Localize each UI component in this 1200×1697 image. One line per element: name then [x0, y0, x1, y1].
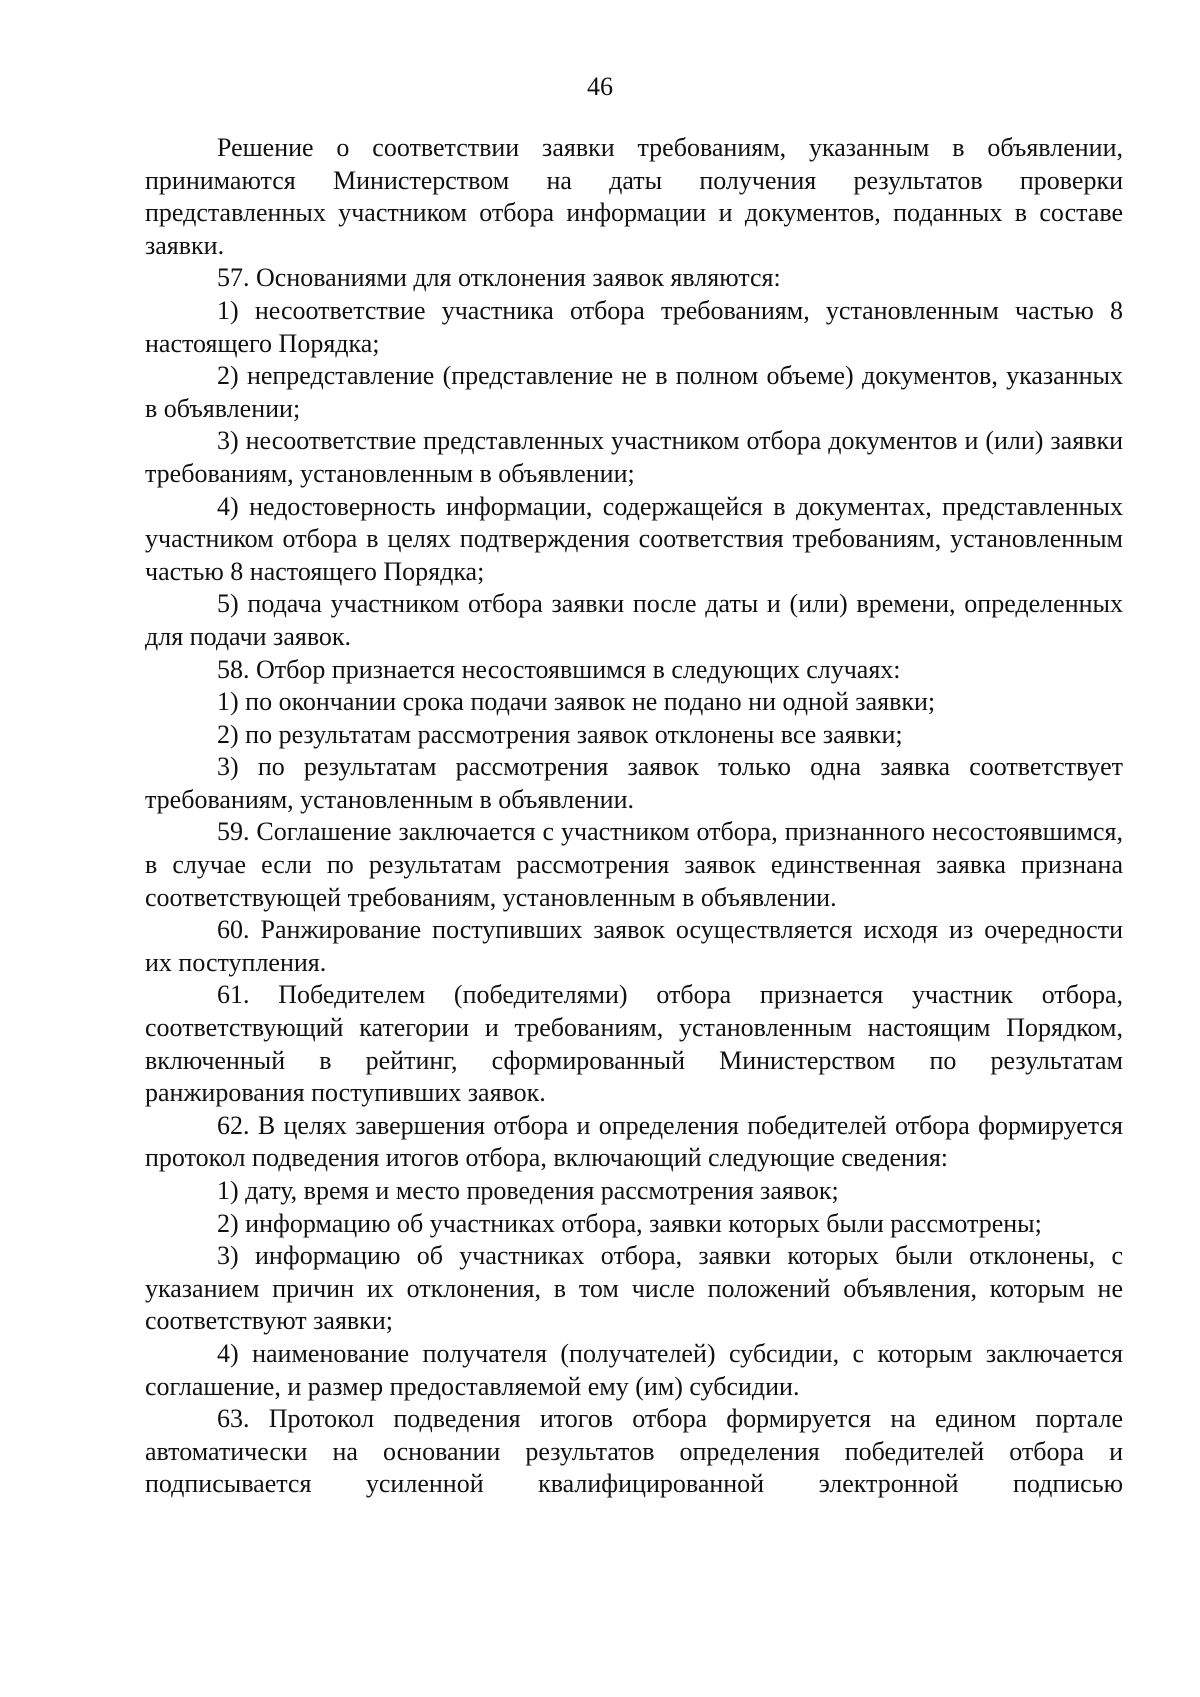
paragraph-62-item-4: 4) наименование получателя (получателей) субсидии, с которым заключается соглашение, и размер предоставляемой ему (им) субсидии. [145, 1338, 1123, 1401]
paragraph-58-item-3: 3) по результатам рассмотрения заявок только одна заявка соответствует требованиям, установленным в объявлении. [145, 752, 1123, 814]
paragraph-57-item-2: 2) непредставление (представление не в полном объеме) документов, указанных в объявлении; [145, 361, 1123, 423]
paragraph-62-item-1: 1) дату, время и место проведения рассмотрения заявок; [217, 1176, 839, 1205]
paragraph-62-item-3: 3) информацию об участниках отбора, заявки которых были отклонены, с указанием причин их отклонения, в том числе положений объявления, которым не соответствуют заявки; [145, 1241, 1123, 1336]
paragraph-62-item-2: 2) информацию об участниках отбора, заявки которых были рассмотрены; [217, 1208, 1042, 1238]
paragraph-61: 61. Победителем (победителями) отбора признается участник отбора, соответствующий категории и требованиям, установленным настоящим Порядком, включенный в рейтинг, сформированный Министерством по результатам ранжирования поступивших заявок. [145, 980, 1123, 1108]
paragraph-58-item-1: 1) по окончании срока подачи заявок не подано ни одной заявки; [217, 687, 936, 717]
paragraph-decision-on-application: Решение о соответствии заявки требованиям, указанным в объявлении, принимаются Министерством на даты получения результатов проверки представленных участником отбора информации и документов, поданных в составе заявки. [145, 133, 1123, 260]
paragraph-63: 63. Протокол подведения итогов отбора формируется на едином портале автоматически на основании результатов определения победителей отбора и подписывается усиленной квалифицированной электронной подписью [145, 1404, 1123, 1499]
paragraph-57-item-3: 3) несоответствие представленных участником отбора документов и (или) заявки требованиям, установленным в объявлении; [145, 426, 1123, 488]
paragraph-60: 60. Ранжирование поступивших заявок осуществляется исходя из очередности их поступления. [145, 915, 1123, 977]
paragraph-62: 62. В целях завершения отбора и определения победителей отбора формируется протокол подведения итогов отбора, включающий следующие сведения: [145, 1110, 1123, 1173]
paragraph-58-heading: 58. Отбор признается несостоявшимся в следующих случаях: [217, 654, 901, 684]
paragraph-57-item-4: 4) недостоверность информации, содержащейся в документах, представленных участником отбора в целях подтверждения соответствия требованиям, установленным частью 8 настоящего Порядка; [145, 491, 1123, 586]
paragraph-57-heading: 57. Основаниями для отклонения заявок являются: [217, 263, 781, 293]
paragraph-57-item-5: 5) подача участником отбора заявки после даты и (или) времени, определенных для подачи заявок. [145, 589, 1123, 651]
page-number: 46 [587, 72, 613, 101]
paragraph-59: 59. Соглашение заключается с участником отбора, признанного несостоявшимся, в случае если по результатам рассмотрения заявок единственная заявка признана соответствующей требованиям, установленным в объявлении. [145, 817, 1123, 912]
document-body [145, 132, 1123, 1501]
paragraph-58-item-2: 2) по результатам рассмотрения заявок отклонены все заявки; [217, 719, 903, 749]
paragraph-57-item-1: 1) несоответствие участника отбора требованиям, установленным частью 8 настоящего Порядка; [145, 295, 1123, 358]
